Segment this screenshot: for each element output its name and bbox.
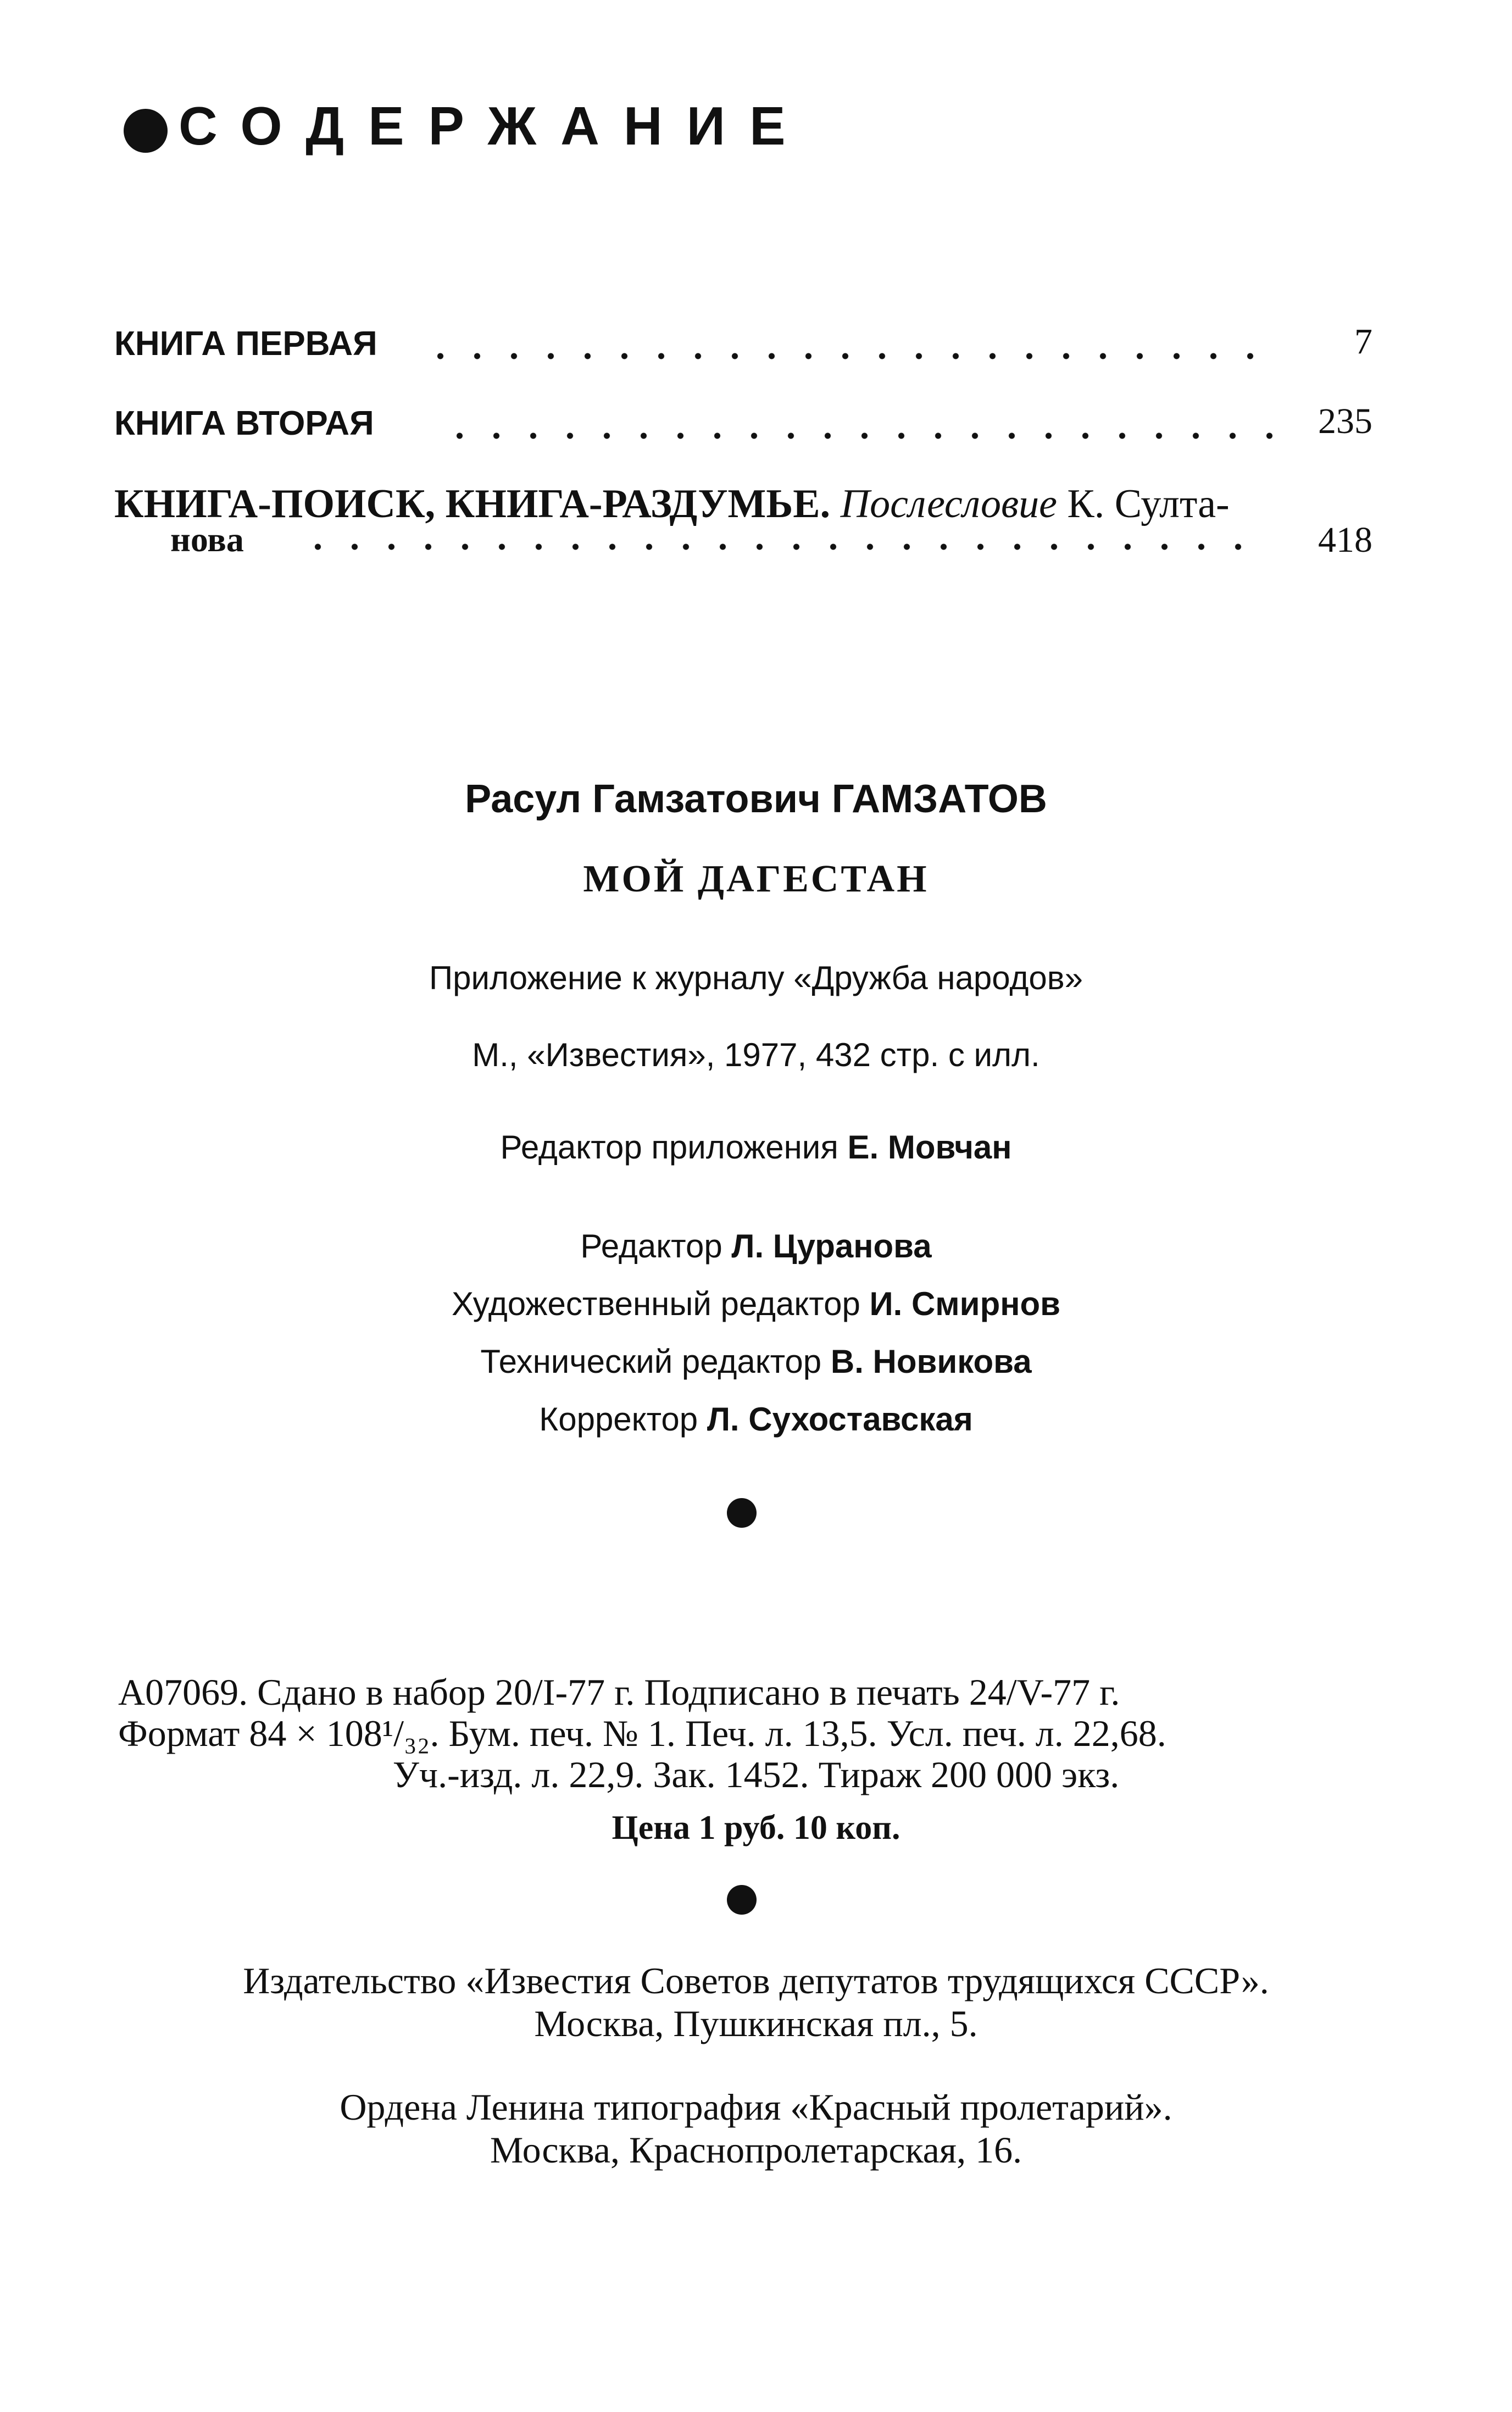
toc-page-number: 235 (1318, 401, 1372, 441)
author-name: Расул Гамзатович (465, 777, 821, 821)
contents-heading: СОДЕРЖАНИЕ (179, 96, 810, 156)
author-surname: ГАМЗАТОВ (831, 777, 1047, 821)
publication-line: М., «Известия», 1977, 432 стр. с илл. (472, 1036, 1040, 1073)
divider-bullet-icon (727, 1498, 757, 1528)
toc-leader-dots (441, 430, 1276, 441)
person-name: В. Новикова (830, 1343, 1032, 1380)
toc-entry-afterword-title[interactable] (114, 481, 1230, 528)
divider-bullet-icon (727, 1885, 757, 1915)
imprint-line: Формат 84 × 108¹/₃₂. Бум. печ. № 1. Печ. л. 13,5. Усл. печ. л. 22,68. (118, 1712, 1166, 1754)
role-label: Художественный редактор (452, 1285, 860, 1322)
staff-line (0, 1403, 1512, 1436)
book-title: МОЙ ДАГЕСТАН (583, 858, 929, 900)
toc-label: КНИГА-ПОИСК, КНИГА-РАЗДУМЬЕ. (114, 481, 831, 526)
role-label: Редактор приложения (500, 1129, 838, 1166)
toc-label: КНИГА ВТОРАЯ (114, 404, 374, 442)
role-label: Редактор (580, 1228, 722, 1265)
toc-leader-dots (422, 351, 1279, 362)
toc-entry-book-two[interactable] (114, 401, 1372, 464)
role-label: Корректор (539, 1401, 698, 1438)
toc-label-author-end: нова (170, 520, 244, 559)
toc-entry-book-one[interactable] (114, 321, 1372, 385)
toc-leader-dots (299, 541, 1255, 552)
person-name: Е. Мовчан (847, 1129, 1012, 1166)
imprint-line: А07069. Сдано в набор 20/I-77 г. Подписано в печать 24/V-77 г. (118, 1671, 1120, 1713)
publisher-line: Издательство «Известия Советов депутатов трудящихся СССР». (243, 1960, 1269, 2001)
price-line: Цена 1 руб. 10 коп. (612, 1809, 900, 1847)
person-name: Л. Цуранова (731, 1228, 932, 1265)
book-author (0, 779, 1512, 819)
person-name: И. Смирнов (869, 1285, 1060, 1322)
printer-address: Москва, Краснопролетарская, 16. (490, 2129, 1022, 2171)
staff-line (0, 1230, 1512, 1263)
printer-line: Ордена Ленина типография «Красный пролетарий». (340, 2086, 1172, 2128)
toc-page-number: 418 (1318, 520, 1372, 560)
supplement-line: Приложение к журналу «Дружба народов» (429, 960, 1083, 996)
supplement-editor-line (0, 1131, 1512, 1164)
toc-label-italic: Послесловие (840, 481, 1057, 526)
role-label: Технический редактор (480, 1343, 822, 1380)
toc-label: КНИГА ПЕРВАЯ (114, 325, 377, 363)
header-bullet-icon (124, 109, 168, 153)
toc-label-author: К. Султа- (1067, 481, 1230, 526)
person-name: Л. Сухоставская (707, 1401, 973, 1438)
staff-line (0, 1285, 1512, 1322)
toc-page-number: 7 (1354, 321, 1372, 362)
staff-line (0, 1345, 1512, 1378)
publisher-address: Москва, Пушкинская пл., 5. (534, 2003, 978, 2044)
imprint-line: Уч.-изд. л. 22,9. Зак. 1452. Тираж 200 000 экз. (392, 1754, 1120, 1795)
